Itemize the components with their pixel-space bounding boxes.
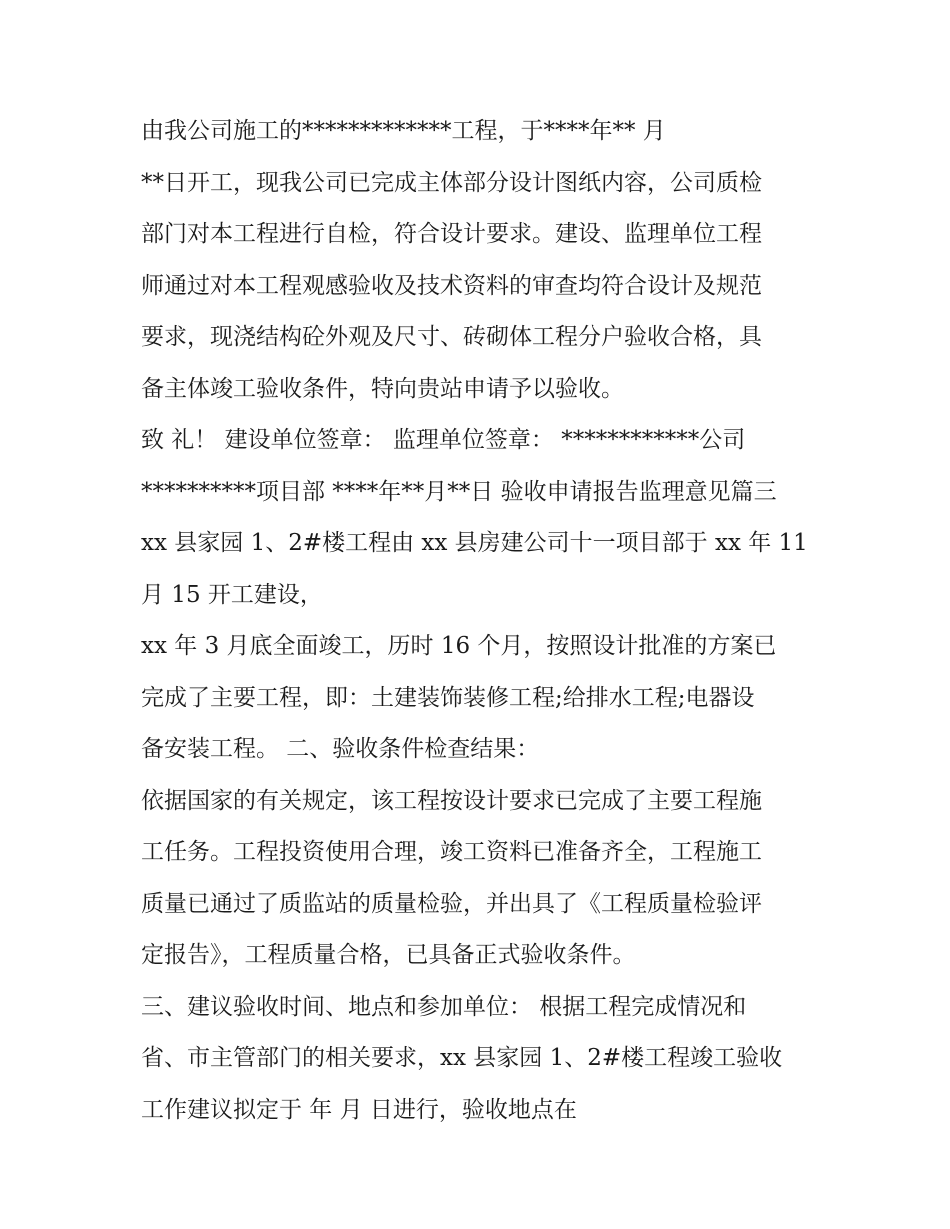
text-line-5: 要求，现浇结构砼外观及尺寸、砖砌体工程分户验收合格，具 [141, 324, 762, 350]
text-line-7: 致 礼！ 建设单位签章： 监理单位签章： ************公司 [141, 427, 746, 453]
text-line-2: **日开工，现我公司已完成主体部分设计图纸内容，公司质检 [141, 169, 762, 196]
text-line-3: 部门对本工程进行自检，符合设计要求。建设、监理单位工程 [141, 221, 762, 247]
text-line-14: 依据国家的有关规定，该工程按设计要求已完成了主要工程施 [141, 787, 762, 814]
text-line-1: 由我公司施工的*************工程，于****年** 月 [141, 118, 666, 144]
text-line-10: 月 15 开工建设， [141, 581, 323, 608]
text-line-16: 质量已通过了质监站的质量检验，并出具了《工程质量检验评 [141, 890, 762, 917]
text-line-20: 工作建议拟定于 年 月 日进行，验收地点在 [141, 1096, 577, 1123]
text-line-4: 师通过对本工程观感验收及技术资料的审查均符合设计及规范 [141, 272, 762, 299]
text-line-11: xx 年 3 月底全面竣工，历时 16 个月，按照设计批准的方案已 [141, 633, 777, 659]
text-line-6: 备主体竣工验收条件，特向贵站申请予以验收。 [141, 375, 624, 402]
text-line-15: 工任务。工程投资使用合理，竣工资料已准备齐全，工程施工 [141, 839, 762, 865]
text-line-13: 备安装工程。 二、验收条件检查结果： [141, 736, 540, 762]
text-line-19: 省、市主管部门的相关要求，xx 县家园 1、2#楼工程竣工验收 [141, 1045, 783, 1071]
text-line-17: 定报告》，工程质量合格，已具备正式验收条件。 [141, 942, 636, 968]
document-body [141, 106, 821, 1136]
text-line-12: 完成了主要工程，即：土建装饰装修工程;给排水工程;电器设 [141, 684, 755, 711]
text-line-18: 三、建议验收时间、地点和参加单位： 根据工程完成情况和 [141, 993, 747, 1020]
text-line-9: xx 县家园 1、2#楼工程由 xx 县房建公司十一项目部于 xx 年 11 [141, 530, 808, 556]
text-line-8: **********项目部 ****年**月**日 验收申请报告监理意见篇三 [141, 478, 777, 505]
